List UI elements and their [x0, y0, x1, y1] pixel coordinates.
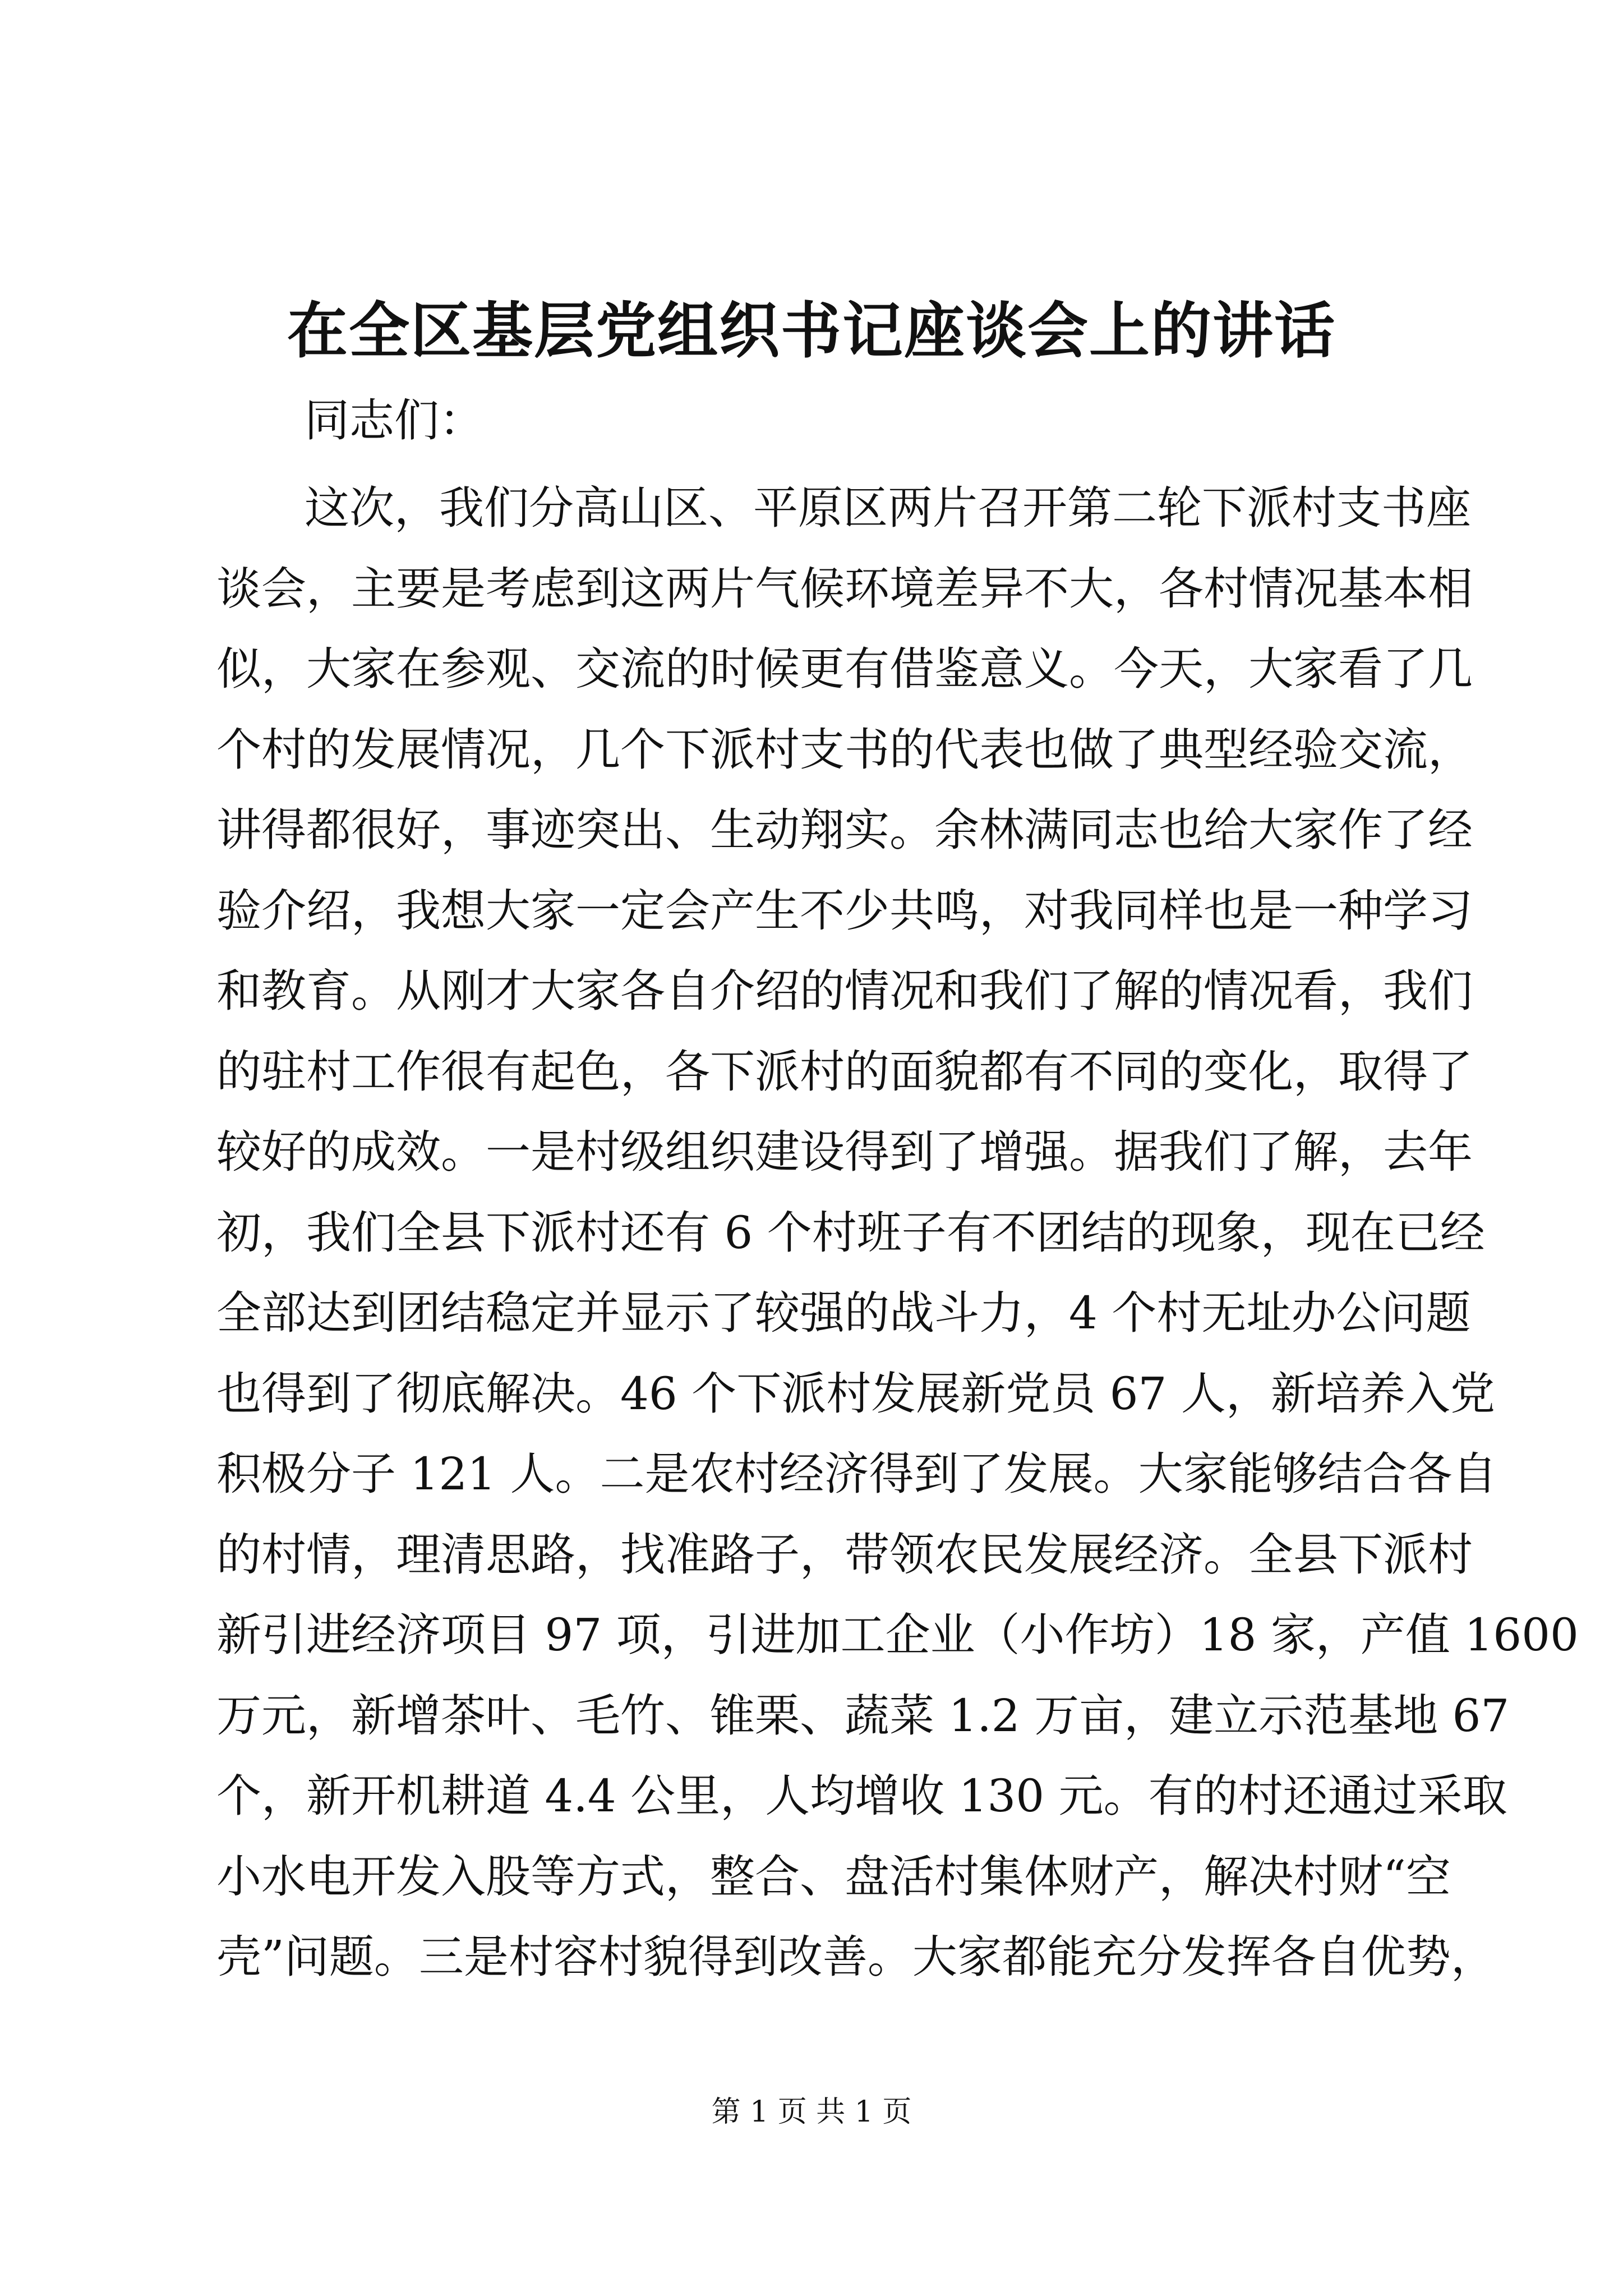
body-line: 壳”问题。三是村容村貌得到改善。大家都能充分发挥各自优势，	[216, 1931, 1496, 1983]
body-text	[216, 468, 1579, 1998]
body-line: 全部达到团结稳定并显示了较强的战斗力，4 个村无址办公问题	[216, 1287, 1471, 1339]
body-line: 初，我们全县下派村还有 6 个村班子有不团结的现象，现在已经	[216, 1206, 1485, 1259]
body-line: 讲得都很好，事迹突出、生动翔实。余林满同志也给大家作了经	[216, 804, 1473, 856]
body-line: 和教育。从刚才大家各自介绍的情况和我们了解的情况看，我们	[216, 965, 1473, 1017]
body-line: 万元，新增茶叶、毛竹、锥栗、蔬菜 1.2 万亩，建立示范基地 67	[216, 1689, 1510, 1742]
salutation: 同志们：	[305, 394, 484, 447]
page-number: 第 1 页 共 1 页	[711, 2095, 912, 2129]
body-line: 较好的成效。一是村级组织建设得到了增强。据我们了解，去年	[216, 1126, 1473, 1178]
document-title: 在全区基层党组织书记座谈会上的讲话	[287, 296, 1336, 366]
body-line: 个，新开机耕道 4.4 公里，人均增收 130 元。有的村还通过采取	[216, 1770, 1507, 1822]
body-line: 个村的发展情况，几个下派村支书的代表也做了典型经验交流，	[216, 723, 1473, 776]
body-line: 谈会，主要是考虑到这两片气候环境差异不大，各村情况基本相	[216, 562, 1473, 615]
body-line: 似，大家在参观、交流的时候更有借鉴意义。今天，大家看了几	[216, 643, 1473, 695]
body-line: 小水电开发入股等方式，整合、盘活村集体财产，解决村财“空	[216, 1850, 1451, 1903]
body-line: 的村情，理清思路，找准路子，带领农民发展经济。全县下派村	[216, 1528, 1473, 1581]
body-line: 积极分子 121 人。二是农村经济得到了发展。大家能够结合各自	[216, 1448, 1497, 1500]
body-line: 新引进经济项目 97 项，引进加工企业（小作坊）18 家，产值 1600	[216, 1609, 1579, 1661]
body-line: 这次，我们分高山区、平原区两片召开第二轮下派村支书座	[305, 482, 1471, 534]
body-line: 的驻村工作很有起色，各下派村的面貌都有不同的变化，取得了	[216, 1045, 1473, 1098]
body-line: 也得到了彻底解决。46 个下派村发展新党员 67 人，新培养入党	[216, 1367, 1495, 1420]
body-line: 验介绍，我想大家一定会产生不少共鸣，对我同样也是一种学习	[216, 884, 1473, 937]
